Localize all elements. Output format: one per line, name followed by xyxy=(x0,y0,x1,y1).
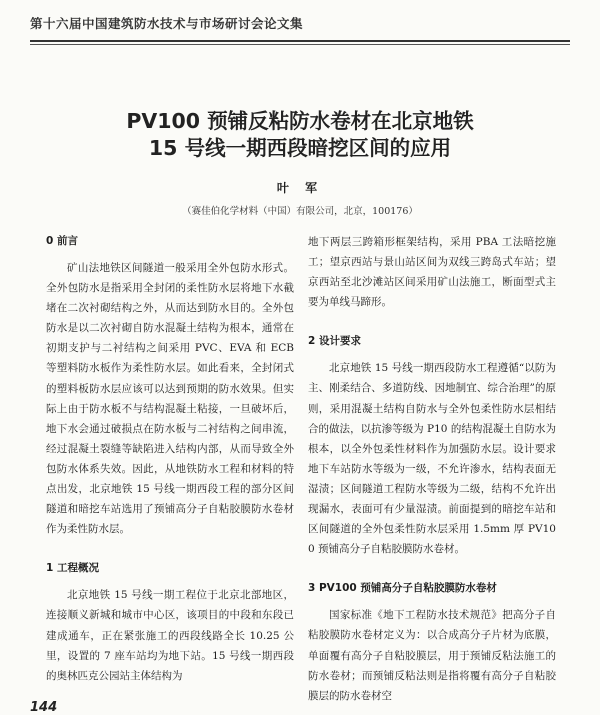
section-heading-membrane: 3 PV100 预铺高分子自粘胶膜防水卷材 xyxy=(308,582,497,595)
section-text-overview: 北京地铁 15 号线一期工程位于北京北部地区，连接顺义新城和城市中心区，该项目的中段和东段已建成通车，正在紧张施工的西段线路全长 10.25 公里，设置的 7 座车站均为地下站。15 号线一期西段的奥林匹克公园站主体结构为 xyxy=(46,589,294,682)
paper-title-line-2: 15 号线一期西段暗挖区间的应用 xyxy=(148,136,452,160)
author: 叶 军 xyxy=(276,181,324,195)
right-column xyxy=(308,232,556,706)
paper-title-line-1: PV100 预铺反粘防水卷材在北京地铁 xyxy=(126,109,474,133)
section-text-design: 北京地铁 15 号线一期西段防水工程遵循“以防为主、刚柔结合、多道防线、因地制宜、综合治理”的原则，采用混凝土结构自防水与全外包柔性防水层相结合的做法，以抗渗等级为 P10 的结构混凝土自防水为根本，以全外包柔性材料作为加强防水层。设计要求地下车站防水等级为一级，不允许渗水，结构表面无湿渍；区间隧道工程防水等级为二级，结构不允许出现漏水，表面可有少量湿渍。前面提到的暗挖车站和区间隧道的全外包柔性防水层采用 1.5mm 厚 PV100 预铺高分子自粘胶膜防水卷材。 xyxy=(308,362,556,556)
section-heading-design: 2 设计要求 xyxy=(308,335,361,348)
section-text-membrane: 国家标准《地下工程防水技术规范》把高分子自粘胶膜防水卷材定义为：以合成高分子片材为底膜，单面覆有高分子自粘胶膜层，用于预铺反粘法施工的防水卷材；而预铺反粘法则是指将覆有高分子自粘胶膜层的防水卷材空 xyxy=(308,609,556,702)
header-rule xyxy=(30,40,570,42)
section-heading-overview: 1 工程概况 xyxy=(46,562,99,575)
section-text-overview-continued: 地下两层三跨箱形框架结构，采用 PBA 工法暗挖施工；望京西站与景山站区间为双线三跨岛式车站；望京西站至北沙滩站区间采用矿山法施工，断面型式主要为单线马蹄形。 xyxy=(308,236,556,309)
section-text-preface: 矿山法地铁区间隧道一般采用全外包防水形式。全外包防水是指采用全封闭的柔性防水层将地下水截堵在二次衬砌结构之外，从而达到防水目的。全外包防水是以二次衬砌自防水混凝土结构为根本，通常在初期支护与二衬结构之间采用 PVC、EVA 和 ECB 等塑料防水板作为柔性防水层。如此看来，全封闭式的塑料板防水层应该可以达到预期的防水效果。但实际上由于防水板不与结构混凝土粘接，一旦破坏后，地下水会通过破损点在防水板与二衬结构之间串流，经过混凝土裂缝等缺陷进入结构内部，从而导致全外包防水体系失效。因此，从地铁防水工程和材料的特点出发，北京地铁 15 号线一期西段工程的部分区间隧道和暗挖车站选用了预铺高分子自粘胶膜防水卷材作为柔性防水层。 xyxy=(46,262,294,536)
paper-title xyxy=(0,108,600,162)
left-column xyxy=(46,232,294,686)
running-header: 第十六届中国建筑防水技术与市场研讨会论文集 xyxy=(30,16,304,31)
section-heading-preface: 0 前言 xyxy=(46,235,78,247)
page-number: 144 xyxy=(30,700,58,715)
affiliation: （赛佳伯化学材料（中国）有限公司，北京，100176） xyxy=(182,206,418,217)
header-rule-thin xyxy=(30,44,570,45)
